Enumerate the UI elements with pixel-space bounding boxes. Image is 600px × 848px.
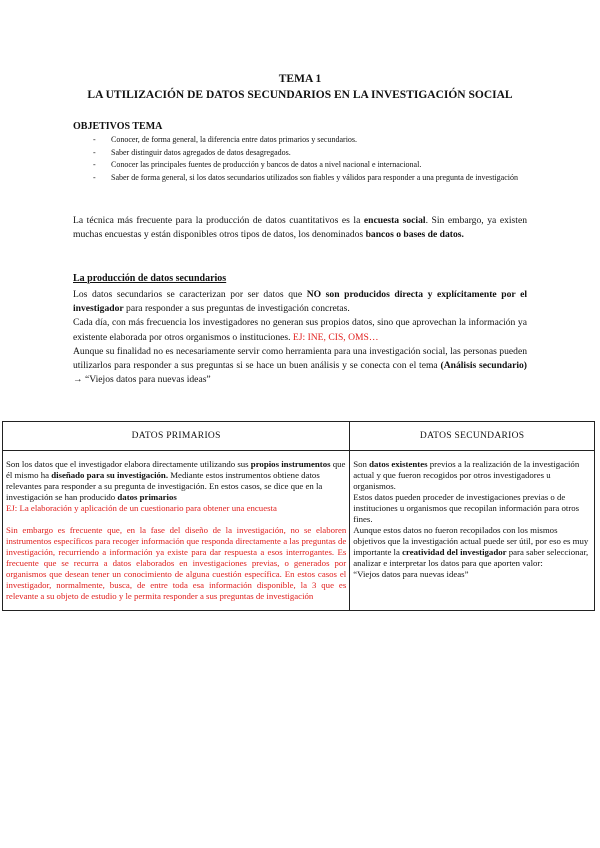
- table-row: [3, 451, 595, 611]
- comparison-table: [2, 421, 595, 611]
- column-header-primary: DATOS PRIMARIOS: [3, 422, 350, 451]
- primary-data-cell: [3, 451, 350, 611]
- secondary-definition: Son datos existentes previos a la realización de la investigación actual y que fueron recogidos por otros investigadores u organismos.: [353, 459, 580, 491]
- column-header-secondary: DATOS SECUNDARIOS: [350, 422, 595, 451]
- secondary-quote: “Viejos datos para nuevas ideas”: [353, 569, 469, 579]
- secondary-data-cell: [350, 451, 595, 611]
- primary-example: EJ: La elaboración y aplicación de un cuestionario para obtener una encuesta: [6, 503, 277, 513]
- secondary-creativity: Aunque estos datos no fueron recopilados con los mismos objetivos que la investigación actual puede ser útil, por eso es muy importante la creatividad del investigador para saber seleccionar, analizar e interpretar los datos para que aporten valor:: [353, 525, 589, 568]
- objectives-heading: OBJETIVOS TEMA: [73, 121, 163, 132]
- intro-paragraph: La técnica más frecuente para la producción de datos cuantitativos es la encuesta social. Sin embargo, ya existen muchas encuestas y están disponibles otros tipos de datos, los denominados bancos o bases de datos.: [73, 215, 527, 241]
- list-item: - Saber de forma general, si los datos secundarios utilizados son fiables y válidos para responder a una pregunta de investigación: [93, 172, 518, 182]
- list-item: - Conocer, de forma general, la diferencia entre datos primarios y secundarios.: [93, 135, 358, 144]
- primary-note: Sin embargo es frecuente que, en la fase del diseño de la investigación, no se elaboren instrumentos específicos para recoger información que responda directamente a las preguntas de investigación, recurriendo a información ya existe para dar respuesta a esos interrogantes. Es frecuente que se recurra a datos elaborados en investigaciones previas, o generados por organismos que desean tener un conocimiento de alguna cuestión específica. En estos casos el investigador, normalmente, busca, de entre toda esa información disponible, la 3 que es relevante a su objeto de estudio y le permita responder a sus preguntas de investigación: [6, 525, 347, 601]
- list-item: - Saber distinguir datos agregados de datos desagregados.: [93, 147, 291, 157]
- secondary-sources: Estos datos pueden proceder de investigaciones previas o de instituciones u organismos que recopilan información para otros fines.: [353, 492, 580, 524]
- chapter-number: TEMA 1: [278, 73, 322, 85]
- production-paragraph: Los datos secundarios se caracterizan por ser datos que NO son producidos directa y explícitamente por el investigador para responder a sus preguntas de investigación concretas. Cada día, con más frecuencia los investigadores no generan sus propios datos, sino que aprovechan la información ya existente elaborada por otros organismos o instituciones. EJ: INE, CIS, OMS… Aunque su finalidad no es necesariamente servir como herramienta para una investigación social, las personas pueden utilizarlos para responder a sus preguntas si se hace un buen análisis y se conecta con el tema (Análisis secundario) → “Viejos datos para nuevas ideas”: [73, 289, 527, 386]
- page-title: LA UTILIZACIÓN DE DATOS SECUNDARIOS EN LA INVESTIGACIÓN SOCIAL: [87, 89, 513, 101]
- primary-definition: Son los datos que el investigador elabora directamente utilizando sus propios instrumentos que él mismo ha diseñado para su investigación. Mediante estos instrumentos obtiene datos relevantes para responder a su pregunta de investigación. En estos casos, se dice que en la investigación se han producido datos primarios: [6, 459, 346, 502]
- objectives-list: [93, 135, 533, 185]
- list-item: - Conocer las principales fuentes de producción y bancos de datos a nivel nacional e internacional.: [93, 160, 422, 169]
- table-header-row: [3, 422, 595, 451]
- section-heading: La producción de datos secundarios: [73, 273, 227, 284]
